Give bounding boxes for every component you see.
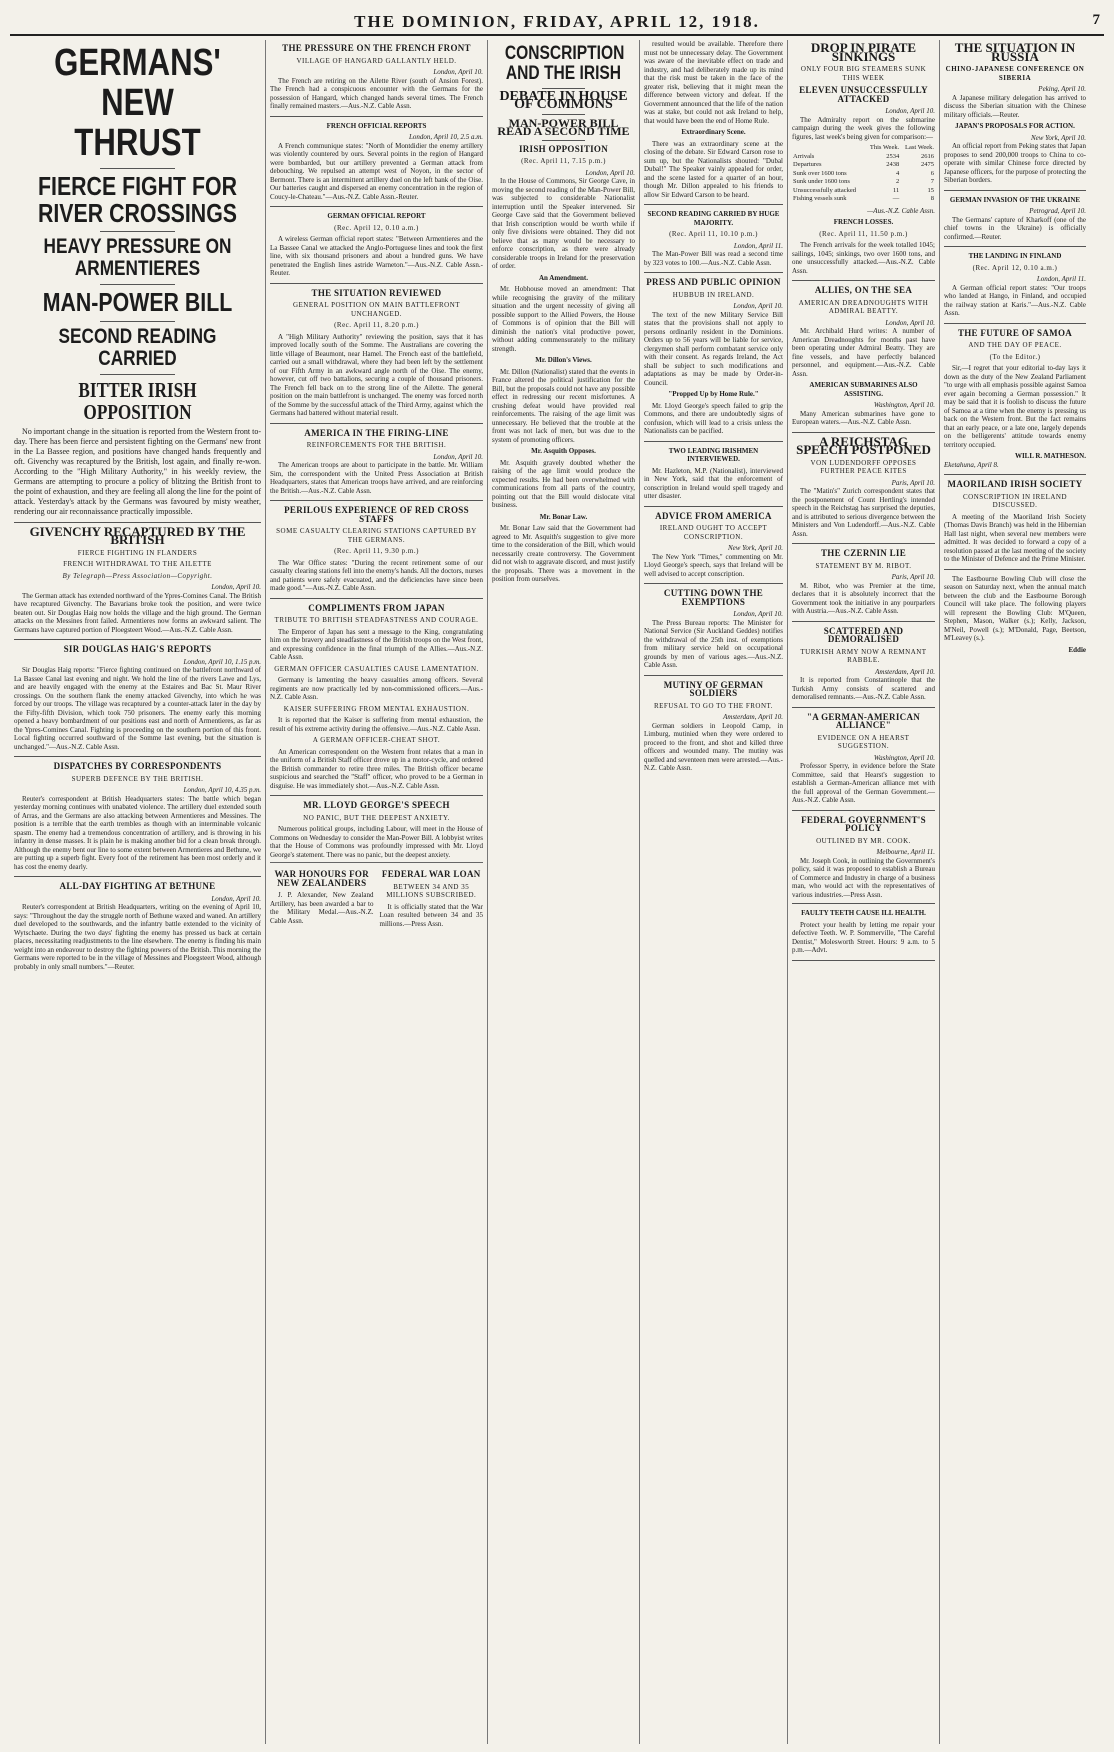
section-sub: CONSCRIPTION IN IRELAND DISCUSSED. [962, 492, 1068, 509]
dateline: London, April 10. [211, 894, 261, 903]
article-body: A wireless German official report states: "Between Armentieres and the La Bassee Canal we attacked the Anglo-Portuguese lines and took the first line, with six thousand prisoners and about a hundred guns. We have penetrated the English lines astride Warneton."—Aus.-N.Z. Cable Assn.-Reuter. [270, 235, 483, 277]
brief-war-honours [270, 866, 374, 931]
section-title: FRENCH LOSSES. [833, 218, 894, 226]
article-body: Numerous political groups, including Labour, will meet in the House of Commons on Wednesday to consider the Man-Power Bill. A lobbyist writes that the House of Commons was profoundly impressed with Mr. Lloyd George's statement. There was no panic, but the deepest anxiety. [270, 825, 483, 859]
dateline: Petrograd, April 10. [1029, 207, 1086, 215]
brief-body: J. P. Alexander, New Zealand Artillery, has been awarded a bar to the Military Medal.—Aus.-N.Z. Cable Assn. [270, 891, 374, 925]
section-sub: AND THE DAY OF PEACE. [968, 341, 1062, 349]
table-credit: —Aus.-N.Z. Cable Assn. [867, 206, 935, 215]
section-title: THE SITUATION REVIEWED [311, 287, 442, 298]
table-row [792, 187, 935, 196]
headline-second-reading: SECOND READING CARRIED [58, 324, 217, 370]
section-title: AMERICAN SUBMARINES ALSO ASSISTING. [809, 381, 918, 398]
dateline: Amsterdam, April 10. [723, 713, 783, 721]
section-title: PRESS AND PUBLIC OPINION [646, 277, 781, 287]
dateline: London, April 10. [433, 68, 483, 76]
article-body: M. Ribot, who was Premier at the time, declares that it is absolutely incorrect that the Government took the initiative in any pourparlers with Austria.—Aus.-N.Z. Cable Assn. [792, 581, 935, 615]
received-time: (Rec. April 11, 7.15 p.m.) [521, 157, 606, 166]
section-title: THE FUTURE OF SAMOA [957, 327, 1073, 338]
section-title: SECOND READING CARRIED BY HUGE MAJORITY. [647, 210, 780, 227]
subhead: An Amendment. [538, 273, 588, 282]
section-title: COMPLIMENTS FROM JAPAN [308, 602, 445, 613]
dateline: New York, April 10. [727, 544, 783, 552]
letter-signature: WILL R. MATHESON. [1014, 452, 1086, 460]
headline-second-time: MAN-POWER BILL READ A SECOND TIME [497, 115, 630, 139]
section-title: JAPAN'S PROPOSALS FOR ACTION. [955, 122, 1075, 130]
brief-war-loan [380, 866, 484, 931]
dateline: London, April 10. [885, 318, 935, 327]
divider [100, 168, 174, 169]
section-sub-flanders: FIERCE FIGHTING IN FLANDERS [77, 548, 198, 557]
article-body: Germany is lamenting the heavy casualties among officers. Several regiments are now practically led by non-commissioned officers.—Aus.-N.Z. Cable Assn. [270, 676, 483, 701]
section-title: ADVICE FROM AMERICA [655, 510, 772, 521]
section-sub: CHINO-JAPANESE CONFERENCE ON SIBERIA [945, 65, 1085, 82]
article-body: Reuter's correspondent at British Headquarters, writing on the evening of April 10, says: "Throughout the day the struggle north of Bethune waxed and waned. An artillery duel developed to the southwards, and the infantry battle extended to the vicinity of Wytschaete. During the two days' fighting the enemy has pressed us back at certain places, necessitating readjustments to the line elsewhere. The enemy is finding his main weight into an endeavour to destroy the fighting powers of the British. This morning the Germans were reported to be in the village of Messines and Ploegsteert Wood, although probably in only small numbers."—Reuter. [14, 903, 261, 971]
article-body: The Germans' capture of Kharkoff (one of the chief towns in the Ukraine) is officially confirmed.—Reuter. [944, 215, 1086, 241]
table-cell: 2 [895, 178, 900, 185]
section-title: FRENCH OFFICIAL REPORTS [326, 121, 427, 130]
section-sub: VON LUDENDORFF OPPOSES FURTHER PEACE KITES [810, 458, 917, 475]
table-row [792, 161, 935, 170]
table-cell: 4 [895, 169, 900, 177]
section-title-bethune: ALL-DAY FIGHTING AT BETHUNE [59, 881, 216, 892]
section-title: GERMAN INVASION OF THE UKRAINE [949, 195, 1081, 204]
table-cell: 2475 [921, 161, 934, 168]
article-body: Mr. Archibald Hurd writes: A number of American Dreadnoughts for months past have been operating under Admiral Beatty. They are fine vessels, and have perfectly balanced personnel, and equipment.—Aus.-N.Z. Cable Assn. [792, 327, 935, 378]
article-body: Many American submarines have gone to European waters.—Aus.-N.Z. Cable Assn. [792, 409, 935, 426]
section-title-french-front: THE PRESSURE ON THE FRENCH FRONT [282, 43, 471, 53]
section-title: GERMAN OFFICIAL REPORT [327, 212, 426, 220]
subhead: "Propped Up by Home Rule." [668, 390, 759, 398]
divider [100, 374, 174, 375]
table-cell: 2534 [886, 152, 900, 160]
ad-body: Protect your health by letting me repair your defective Teeth. W. P. Sommerville, "The Careful Dentist," Molesworth Street. Hours: 9 a.m. to 5 p.m.—Advt. [792, 920, 935, 954]
section-sub: STATEMENT BY M. RIBOT. [815, 561, 912, 570]
section-sub: VILLAGE OF HANGARD GALLANTLY HELD. [296, 56, 457, 65]
section-title-reichstag: A REICHSTAG SPEECH POSTPONED [796, 433, 931, 457]
column-1 [10, 40, 266, 1744]
letter-place: Eketahuna, April 8. [944, 460, 999, 469]
article-body: The Admiralty report on the submarine campaign during the week gives the following figures, last week's being given for comparison:— [792, 115, 935, 141]
headline-irish-opposition-2: IRISH OPPOSITION [518, 143, 609, 154]
dateline: Melbourne, April 11. [876, 848, 935, 856]
article-body: Mr. Lloyd George's speech failed to grip the Commons, and there are undoubtedly signs of confusion, which will lead to a crisis unless the Nationalists can be pacified. [644, 401, 783, 435]
table-cell: 15 [927, 186, 934, 194]
table-cell: Fishing vessels sunk [793, 195, 847, 202]
brief-title: WAR HONOURS FOR NEW ZEALANDERS [274, 869, 369, 888]
dateline: London, April 10. [733, 302, 783, 310]
section-sub: EVIDENCE ON A HEARST SUGGESTION. [817, 733, 910, 750]
bottom-briefs [270, 862, 483, 931]
dateline: Paris, April 10. [891, 573, 935, 581]
table-row [792, 170, 935, 179]
section-title: SCATTERED AND DEMORALISED [823, 625, 904, 644]
table-cell: Sunk under 1600 tons [793, 178, 850, 185]
table-cell: 2616 [921, 152, 934, 160]
dateline: Paris, April 10. [891, 478, 935, 487]
section-title: ELEVEN UNSUCCESSFULLY ATTACKED [799, 85, 928, 104]
section-title: PERILOUS EXPERIENCE OF RED CROSS STAFFS [284, 505, 469, 524]
section-title: TWO LEADING IRISHMEN INTERVIEWED. [668, 446, 759, 463]
headline-armentieres: HEAVY PRESSURE ON ARMENTIERES [43, 235, 232, 281]
table-row [792, 153, 935, 162]
table-row [792, 178, 935, 187]
dateline: Washington, April 10. [873, 401, 935, 409]
newspaper-dateline: THE DOMINION, FRIDAY, APRIL 12, 1918. [354, 12, 760, 31]
brief-sub: BETWEEN 34 AND 35 MILLIONS SUBSCRIBED. [386, 882, 477, 899]
press-credit: By Telegraph—Press Association—Copyright. [62, 571, 213, 580]
table-row [792, 195, 935, 204]
headline-fierce-fight: FIERCE FIGHT FOR RIVER CROSSINGS [37, 170, 238, 228]
divider [100, 321, 174, 322]
article-body: A meeting of the Maoriland Irish Society (Thomas Davis Branch) was held in the Hibernian Hall last night, when several new members were admitted. It was decided to forward a copy of a resolution passed at the last meeting of the society to the Minister of Defence and the Prime Minister. [944, 512, 1086, 563]
headline-man-power-bill: MAN-POWER BILL [42, 287, 233, 318]
section-title-pirate: DROP IN PIRATE SINKINGS [810, 40, 917, 64]
article-body: An American correspondent on the Western front relates that a man in the uniform of a British Staff officer drove up in a motor-cycle, and ordered the British commander to retire three miles. The British officer became suspicious and searched the "Staff" officer, who proved to be a German in disguise. He was immediately shot.—Aus.-N.Z. Cable Assn. [270, 747, 483, 790]
brief-title: FEDERAL WAR LOAN [381, 869, 481, 879]
section-sub: GENERAL POSITION ON MAIN BATTLEFRONT UNCHANGED. [292, 301, 461, 318]
article-body: Professor Sperry, in evidence before the State Committee, said that Hearst's suggestion to establish a German-American alliance met with the full approval of the German Government.—Aus.-N.Z. Cable Assn. [792, 762, 935, 804]
shipping-table [792, 144, 935, 204]
headline-conscription: CONSCRIPTION AND THE IRISH [504, 43, 625, 84]
newspaper-page [10, 40, 1104, 1744]
section-sub: REFUSAL TO GO TO THE FRONT. [653, 701, 774, 710]
article-body: Mr. Bonar Law said that the Government had agreed to Mr. Asquith's suggestion to give more time to the consideration of the Bill, which would necessarily create controversy. The Government did not wish to aggravate discord, and must justify the proposals. There was a movement in the position from ourselves. [492, 524, 635, 584]
dateline: London, April 10. [433, 452, 483, 461]
article-body: The German attack has extended northward of the Ypres-Comines Canal. The British have recaptured Givenchy. The Bavarians broke took the position, and were twice beaten out. Sir Douglas Haig now holds the village and the high ground. The German attacks on the Messines front failed. Armentieres now forms an awkward salient. The Germans have captured portion of Ploegsteert Wood.—Aus.-N.Z. Cable Assn. [14, 591, 261, 634]
article-body: A Japanese military delegation has arrived to discuss the Siberian situation with the Chinese military officials.—Reuter. [944, 93, 1086, 119]
section-title: THE LANDING IN FINLAND [968, 252, 1062, 260]
section-sub-ailette: FRENCH WITHDRAWAL TO THE AILETTE [63, 560, 212, 569]
section-sub: KAISER SUFFERING FROM MENTAL EXHAUSTION. [283, 704, 470, 713]
section-sub: REINFORCEMENTS FOR THE BRITISH. [306, 441, 447, 449]
section-sub: IRELAND OUGHT TO ACCEPT CONSCRIPTION. [659, 524, 768, 541]
intro-paragraph: No important change in the situation is reported from the Western front to-day. There has been fierce and persistent fighting on the Germans' new front in the La Bassee region, and positions have changed hands frequently and oft. Givenchy was recaptured by the British, lost again, and finally re-won. According to the "High Military Authority," in his weekly review, the Germans are attempting to procure a policy of blitzing the British front to the point of exhaustion, and they are feeling all along the line for the point of attack. Yesterday's attack by the Germans was favoured by misty weather, rendering our air reconnaissance practically impossible. [14, 426, 261, 516]
letter-to-editor: (To the Editor.) [989, 352, 1041, 361]
article-body: The Eastbourne Bowling Club will close the season on Saturday next, when the annual match between the club and the Eastbourne Borough Council will take place. The following players will represent the Bowling Club: M'Queen, Stephen, Mason, Walker (s.); Kelly, Jackson, M'Neil, Powell (s.); M'Donald, Page, Beetson, M'Leavey (s.). [944, 574, 1086, 642]
dateline: London, April 10. [885, 107, 935, 115]
column-2 [266, 40, 488, 1744]
article-body: A French communique states: "North of Montdidier the enemy artillery was violently countered by ours. Several points in the region of Hangard were bombarded, but our artillery prevented a German attack from debouching. We repulsed an attempt west of Noyon, in the sector of Bermont. There is an intermittent artillery duel on the left bank of the Oise. Our batteries caught and dispersed an enemy concentration in the region of Coucy-le-Chateau."—Aus.-N.Z. Cable Assn.-Reuter. [270, 141, 483, 201]
text-tail: Eddie [1068, 645, 1086, 654]
section-sub: NO PANIC, BUT THE DEEPEST ANXIETY. [303, 813, 450, 822]
dateline: New York, April 10. [1030, 133, 1086, 142]
section-title: FEDERAL GOVERNMENT'S POLICY [801, 814, 926, 833]
section-title: MR. LLOYD GEORGE'S SPEECH [303, 800, 450, 810]
article-body: The French arrivals for the week totalled 1045; sailings, 1045; sinkings, two over 1600 tons, and one unsuccessfully attacked.—Aus.-N.Z. Cable Assn. [792, 241, 935, 275]
headline-debate: DEBATE IN HOUSE OF COMMONS [499, 88, 628, 113]
section-sub: GERMAN OFFICER CASUALTIES CAUSE LAMENTATION. [274, 664, 479, 673]
article-body: It is reported from Constantinople that the Turkish Army consists of scattered and demoralised remnants.—Aus.-N.Z. Cable Assn. [792, 676, 935, 701]
column-6 [940, 40, 1090, 1744]
headline-irish-opposition: BITTER IRISH OPPOSITION [78, 377, 197, 424]
page-number: 7 [1092, 12, 1100, 28]
table-cell: — [892, 195, 900, 202]
received-time: (Rec. April 12, 0.10 a.m.) [972, 263, 1058, 272]
article-body: Sir Douglas Haig reports: "Fierce fighting continued on the battlefront northward of La Bassee Canal last evening and night. We hold the line of the rivers Lawe and Lys, and are heavily engaged with the enemy at the Estaires and Bac St. Maur River crossings. On the southern flank the enemy attacked Givenchy, into which he was forced by our troops. The village was recaptured by a counter-attack later in the day by the Fifty-fifth Division, which took 750 prisoners. The enemy early this morning opened a heavy bombardment of our positions east and north of Armentieres, as far as the Ypres-Comines Canal. Fighting is proceeding on the southern portion of this front. Local fighting occurred southward of the Somme last evening, but the situation is unchanged."—Aus.-N.Z. Cable Assn. [14, 666, 261, 751]
table-cell: 2438 [886, 161, 900, 168]
article-body: Reuter's correspondent at British Headquarters states: The battle which began yesterday morning continues with unabated violence. The artillery duel extended south of Arras, and the Germans are also attacking between Armentieres and Messines. The position is a terrible that the earth trembles as though with an interminable volcanic spasm. The enemy had a tremendous concentration of artillery, and is throwing in his infantry in dense masses. It is plain he is making another bid for a clean break through. Although the enemy bent our line to some extent between Armentieres and Bethune, we are putting up a superb fight. Every foot of the retirement has been most orderly and it has cost the enemy dearly. [14, 794, 261, 871]
section-title: THE CZERNIN LIE [820, 548, 907, 558]
table-cell: 8 [930, 195, 934, 202]
subhead: Extraordinary Scene. [681, 128, 746, 136]
received-time: (Rec. April 11, 8.20 p.m.) [334, 321, 419, 329]
subhead: Mr. Asquith Opposes. [531, 447, 596, 456]
article-body: A German official report states: "Our troops who landed at Hango, in Finland, and occupied the railway station at Karis."—Aus.-N.Z. Cable Assn. [944, 283, 1086, 317]
main-headline: GERMANS' NEW THRUST [54, 42, 221, 164]
dateline: London, April 11. [733, 241, 783, 250]
article-body: German soldiers in Leopold Camp, in Limburg, mutinied when they were ordered to proceed to the front, and shot and killed three officers and wounded many. The mutiny was quelled and seventeen men were arrested.—Aus.-N.Z. Cable Assn. [644, 721, 783, 772]
article-body: There was an extraordinary scene at the closing of the debate. Sir Edward Carson rose to sum up, but the Nationalists shouted: "Dubal Dubal!" The Speaker vainly appealed for order, and the scene lasted for a quarter of an hour, though Mr. Dillon appealed to his friends to allow Sir Edward Carson to be heard. [644, 139, 783, 199]
divider [100, 284, 174, 285]
section-sub: TRIBUTE TO BRITISH STEADFASTNESS AND COURAGE. [274, 616, 479, 624]
article-body: The War Office states: "During the recent retirement some of our casualty clearing stations fell into the enemy's hands. All the doctors, nurses and patients were safely evacuated, and the deficiencies have since been made good."—Aus.-N.Z. Cable Assn. [270, 558, 483, 592]
dateline: London, April 10. [733, 610, 783, 618]
ad-title: FAULTY TEETH CAUSE ILL HEALTH. [801, 909, 926, 917]
dateline: Peking, April 10. [1038, 85, 1086, 93]
section-title: MUTINY OF GERMAN SOLDIERS [663, 679, 764, 698]
brief-body: It is officially stated that the War Loan resulted between 34 and 35 millions.—Press Assn. [379, 902, 483, 928]
section-title: "A GERMAN-AMERICAN ALLIANCE" [806, 711, 921, 730]
table-header: This Week. [869, 144, 900, 151]
section-title-haig: SIR DOUGLAS HAIG'S REPORTS [63, 644, 212, 655]
received-time: (Rec. April 12, 0.10 a.m.) [334, 223, 419, 232]
section-sub: AMERICAN DREADNOUGHTS WITH ADMIRAL BEATTY. [798, 298, 929, 315]
section-title: MAORILAND IRISH SOCIETY [947, 479, 1083, 489]
article-body: The New York "Times," commenting on Mr. Lloyd George's speech, says that Ireland will be well advised to accept conscription. [644, 552, 783, 578]
received-time: (Rec. April 11, 11.50 p.m.) [819, 229, 908, 238]
article-body: The American troops are about to participate in the battle. Mr. William Sim, the correspondent with the United Press Association at British Headquarters, states that American troops have arrived, and are reinforcing the British.—Aus.-N.Z. Cable Assn. [270, 461, 483, 495]
section-title: CUTTING DOWN THE EXEMPTIONS [663, 588, 764, 607]
section-title-givenchy: GIVENCHY RECAPTURED BY THE BRITISH [29, 523, 246, 548]
table-cell: Unsuccessfully attacked [793, 186, 856, 194]
received-time: (Rec. April 11, 10.10 p.m.) [669, 230, 758, 238]
subhead: Mr. Dillon's Views. [535, 356, 592, 365]
dateline: London, April 10, 1.15 p.m. [183, 657, 261, 666]
column-5 [788, 40, 940, 1744]
table-cell: Sunk over 1600 tons [793, 169, 847, 177]
section-sub: HUBBUB IN IRELAND. [672, 290, 755, 299]
section-sub: ONLY FOUR BIG STEAMERS SUNK THIS WEEK [800, 65, 927, 82]
subhead: Mr. Bonar Law. [539, 512, 588, 521]
masthead [10, 10, 1104, 36]
article-body: The text of the new Military Service Bill states that the provisions shall not apply to persons ordinarily resident in the Dominions. Orders up to 56 years will be liable for service, clergymen shall perform combatant service only with their consent. As regards Ireland, the Act shall be subject to such modifications and adaptations as may be made by Order-in-Council. [644, 310, 783, 387]
article-body: Mr. Hazleton, M.P. (Nationalist), interviewed in New York, said that the enforcement of conscription in Ireland would spell tragedy and utter disaster. [644, 466, 783, 500]
section-sub: A GERMAN OFFICER-CHEAT SHOT. [312, 736, 441, 744]
article-body: An official report from Peking states that Japan proposes to send 200,000 troops to China to co-operate with similar Chinese force directed by Japanese officers, for the purpose of protecting the Siberian borders. [944, 142, 1086, 184]
section-title: ALLIES, ON THE SEA [814, 285, 913, 295]
article-body: Mr. Joseph Cook, in outlining the Government's policy, said it was proposed to establish a Bureau of Commerce and Industry in charge of a business man, who would act with the representatives of various industries.—Press Assn. [792, 856, 935, 899]
column-4 [640, 40, 788, 1744]
table-header [792, 144, 865, 153]
article-body: The Press Bureau reports: The Minister for National Service (Sir Auckland Geddes) notifies the withdrawal of the 25th inst. of exemptions from military service held on occupational grounds by men of various ages.—Aus.-N.Z. Cable Assn. [644, 618, 783, 669]
section-sub: SOME CASUALTY CLEARING STATIONS CAPTURED BY THE GERMANS. [276, 527, 477, 544]
dateline: Amsterdam, April 10. [875, 667, 935, 676]
table-cell: Departures [793, 161, 822, 168]
section-sub-superb: SUPERB DEFENCE BY THE BRITISH. [71, 774, 204, 783]
article-body: The French are retiring on the Ailette River (south of Ansion Forest). The French had a conspicuous encounter with the Germans for the possession of Hangard, which changed hands several times. The French finally remained masters.—Aus.-N.Z. Cable Assn. [270, 76, 483, 110]
article-body: The "Matin's" Zurich correspondent states that the postponement of Count Hertling's intended speech in the Reichstag has surprised the deputies, and is attributed to serious divergence between the Ministers and Von Ludendorff.—Aus.-N.Z. Cable Assn. [792, 487, 935, 538]
article-body: Sir,—I regret that your editorial to-day lays it down as the duty of the New Zealand Parliament "to urge with all emphasis possible against Samoa ever again becoming a German possession." It may be said that it is foolish to discuss the future of Samoa at a time when the enemy is pressing us back on the Western front. But the fact remains that an early peace, or a late one, largely depends on the belligerents' attitude towards enemy territory occupied. [944, 364, 1086, 449]
article-body: In the House of Commons, Sir George Cave, in moving the second reading of the Man-Power Bill, was subjected to considerable Nationalist interruption until the Speaker intervened. Sir George Cave said that the Government believed that Irish conscription would be worth while if only five divisions were obtained. They did not believe that as many would be necessary to enforce conscription, as there were already considerable troops in Ireland for the preservation of order. [492, 177, 635, 271]
dateline: Washington, April 10. [873, 753, 935, 762]
dateline: London, April 10. [585, 168, 635, 177]
section-title: AMERICA IN THE FIRING-LINE [304, 427, 449, 438]
table-cell: 7 [930, 178, 934, 185]
table-cell: 6 [930, 169, 934, 177]
dateline: London, April 10, 2.5 a.m. [409, 133, 483, 141]
article-body: It is reported that the Kaiser is suffering from mental exhaustion, the result of his extreme activity during the offensive.—Aus.-N.Z. Cable Assn. [270, 716, 483, 733]
article-body: Mr. Asquith gravely doubted whether the raising of the age limit would produce the expected results. He had been overwhelmed with communications from all parts of the country, pointing out that the Bill would dislocate vital business. [492, 458, 635, 510]
advertisement [792, 903, 935, 961]
table-cell: 11 [892, 186, 900, 194]
table-header: Last Week. [905, 144, 934, 151]
article-body: Mr. Hobhouse moved an amendment: That while recognising the gravity of the military situation and the urgent necessity of giving all possible support to the Allied Powers, the House of Commons is of opinion that the Bill will diminish the nation's vital productive power, without adding commensurately to the military strength. [492, 285, 635, 353]
dateline: London, April 10. [211, 583, 261, 592]
received-time: (Rec. April 11, 9.30 p.m.) [334, 547, 419, 555]
section-title-russia: THE SITUATION IN RUSSIA [954, 40, 1076, 64]
article-body: The Man-Power Bill was read a second time by 323 votes to 100.—Aus.-N.Z. Cable Assn. [644, 250, 783, 267]
section-sub: OUTLINED BY MR. COOK. [816, 836, 911, 845]
article-body: The Emperor of Japan has sent a message to the King, congratulating him on the bravery and steadfastness of the British troops on the West front, and expressing confidence in the final triumph of the Allies.—Aus.-N.Z. Cable Assn. [270, 627, 483, 661]
column-3 [488, 40, 640, 1744]
section-title-dispatches: DISPATCHES BY CORRESPONDENTS [53, 761, 222, 772]
divider [100, 231, 174, 232]
dateline: London, April 11. [1036, 275, 1086, 283]
table-cell: Arrivals [793, 152, 815, 160]
article-body: resulted would be available. Therefore there must not be unnecessary delay. The Government was aware of the inevitable effect on trade and industry, and had deliberately made up its mind that the risk must be taken in the face of the greater risk, believing that it might mean the difference between victory and defeat. If the Government announced that the life of the nation was at stake, but could not ask Ireland to help, that would have been the end of Home Rule. [644, 40, 783, 125]
dateline: London, April 10, 4.35 p.m. [183, 786, 261, 795]
article-body: A "High Military Authority" reviewing the position, says that it has improved locally south of the Somme. The Australians are covering the little village of Beaumont, near Hamel. The French east of the battlefield, carried out a small withdrawal, where they had been left by the settlement of our Fifth Army in an awkward angle north of the Oise. The enemy, however, cut off two battalions, securing a couple of thousand prisoners. The French fell back on to the strong line of the Ailette. The general position on the main battlefront is unchanged. The enemy was forced north of the Somme by the successful attack of the Third Army, against which the Germans had battered without material result. [270, 332, 483, 417]
article-body: Mr. Dillon (Nationalist) stated that the events in France altered the political justification for the Bill, but the proposals could not have any possible effect in redressing our recent misfortunes. A crushing defeat would have provided real reinforcements. The raising of the age limit was unnecessary. He believed that the trouble at the front was not lack of men, but was due to the system of promoting officers. [492, 367, 635, 444]
section-sub: TURKISH ARMY NOW A REMNANT RABBLE. [800, 647, 927, 664]
table-header-row [792, 144, 935, 153]
